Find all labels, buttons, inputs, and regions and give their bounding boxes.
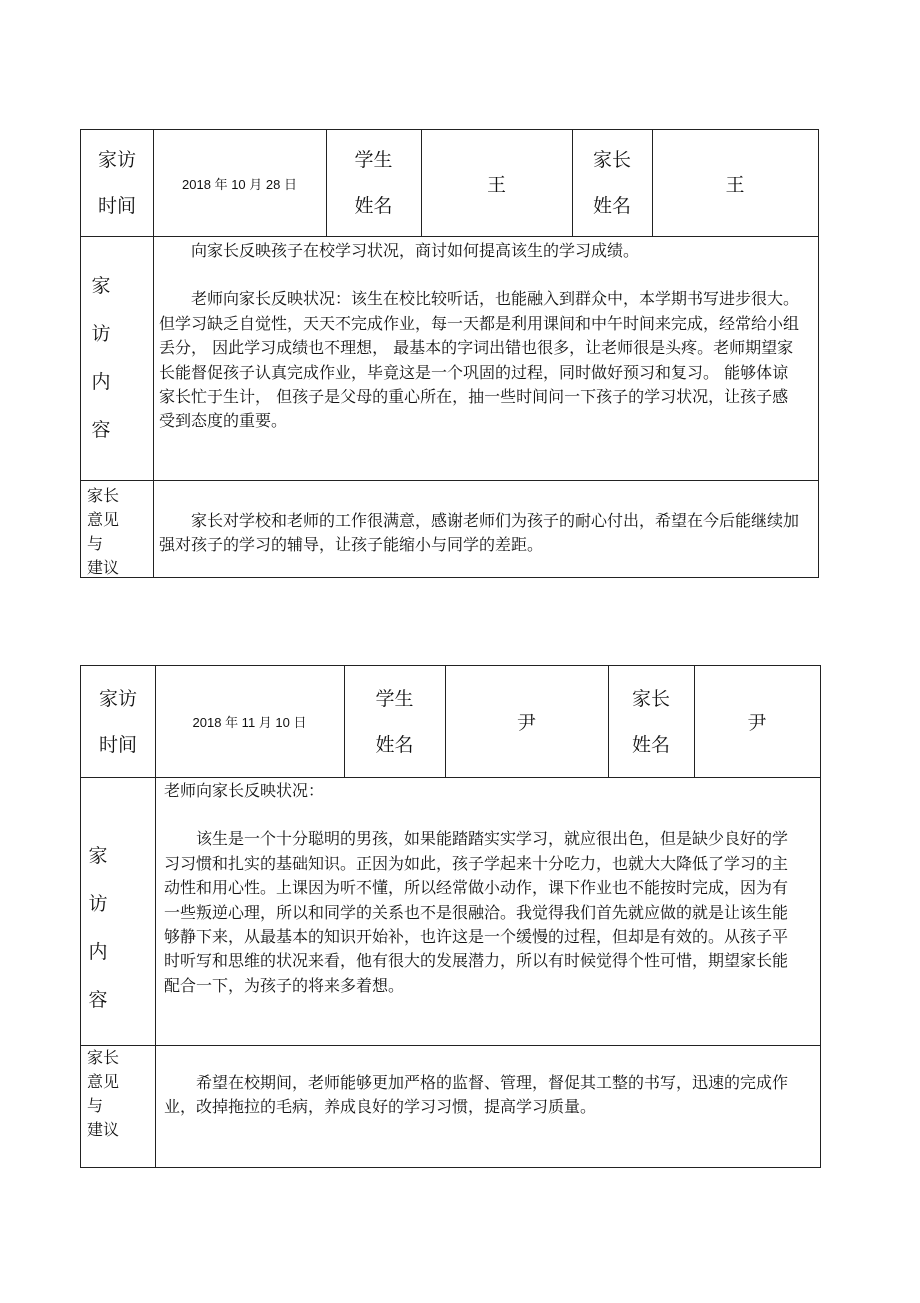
content-paragraph: 向家长反映孩子在校学习状况，商讨如何提高该生的学习成绩。 — [191, 241, 640, 260]
visit-time-label: 家访 时间 — [97, 149, 136, 217]
visit-content — [159, 239, 800, 434]
parent-suggestions: 希望在校期间，老师能够更加严格的监督、管理，督促其工整的书写，迅速的完成作业，改掉拖拉的毛病，养成良好的学习习惯，提高学习质量。 — [164, 1073, 789, 1117]
parent-name: 王 — [725, 173, 745, 196]
home-visit-record-2 — [80, 665, 821, 1168]
visit-content — [164, 779, 800, 998]
visit-content-label: 家 访 内 容 — [91, 275, 111, 441]
content-paragraph: 老师向家长反映状况：该生在校比较听话，也能融入到群众中，本学期书写进步很大。但学习缺乏自觉性，天天不完成作业，每一天都是利用课间和中午时间来完成，经常给小组丢分， 因此学习成绩也不理想， 最基本的字词出错也很多，让老师很是头疼。老师期望家长能督促孩子认真完成作业，毕竟这是一个巩固的过程，同时做好预习和复习。 能够体谅家长忙于生计， 但孩子是父母的重心所在，抽一些时间问一下孩子的学习状况，让孩子感受到态度的重要。 — [159, 289, 800, 431]
parent-suggestions-label: 家长 意见 与 建议 — [87, 486, 120, 577]
home-visit-record-1 — [80, 129, 819, 578]
parent-suggestions-label: 家长 意见 与 建议 — [87, 1048, 120, 1139]
student-name-label: 学生 姓名 — [354, 149, 393, 217]
parent-name-label: 家长 姓名 — [592, 149, 631, 217]
visit-content-label: 家 访 内 容 — [88, 845, 108, 1011]
student-name-label: 学生 姓名 — [375, 688, 414, 756]
content-paragraph: 老师向家长反映状况： — [164, 781, 325, 800]
visit-date: 2018 年 10 月 28 日 — [182, 176, 297, 192]
student-name: 尹 — [516, 712, 536, 734]
content-paragraph: 该生是一个十分聪明的男孩，如果能踏踏实实学习，就应很出色，但是缺少良好的学习习惯和扎实的基础知识。正因为如此，孩子学起来十分吃力，也就大大降低了学习的主动性和用心性。上课因为听不懂，所以经常做小动作，课下作业也不能按时完成，因为有一些叛逆心理，所以和同学的关系也不是很融洽。我觉得我们首先就应做的就是让该生能够静下来，从最基本的知识开始补，也许这是一个缓慢的过程，但却是有效的。从孩子平时听写和思维的状况来看，他有很大的发展潜力，所以有时候觉得个性可惜，期望家长能配合一下，为孩子的将来多着想。 — [164, 829, 789, 995]
parent-name-label: 家长 姓名 — [631, 688, 670, 756]
student-name: 王 — [486, 173, 506, 196]
parent-name: 尹 — [747, 712, 767, 734]
visit-time-label: 家访 时间 — [98, 688, 137, 756]
parent-suggestions: 家长对学校和老师的工作很满意，感谢老师们为孩子的耐心付出，希望在今后能继续加强对孩子的学习的辅导，让孩子能缩小与同学的差距。 — [159, 511, 800, 555]
visit-date: 2018 年 11 月 10 日 — [192, 715, 307, 730]
